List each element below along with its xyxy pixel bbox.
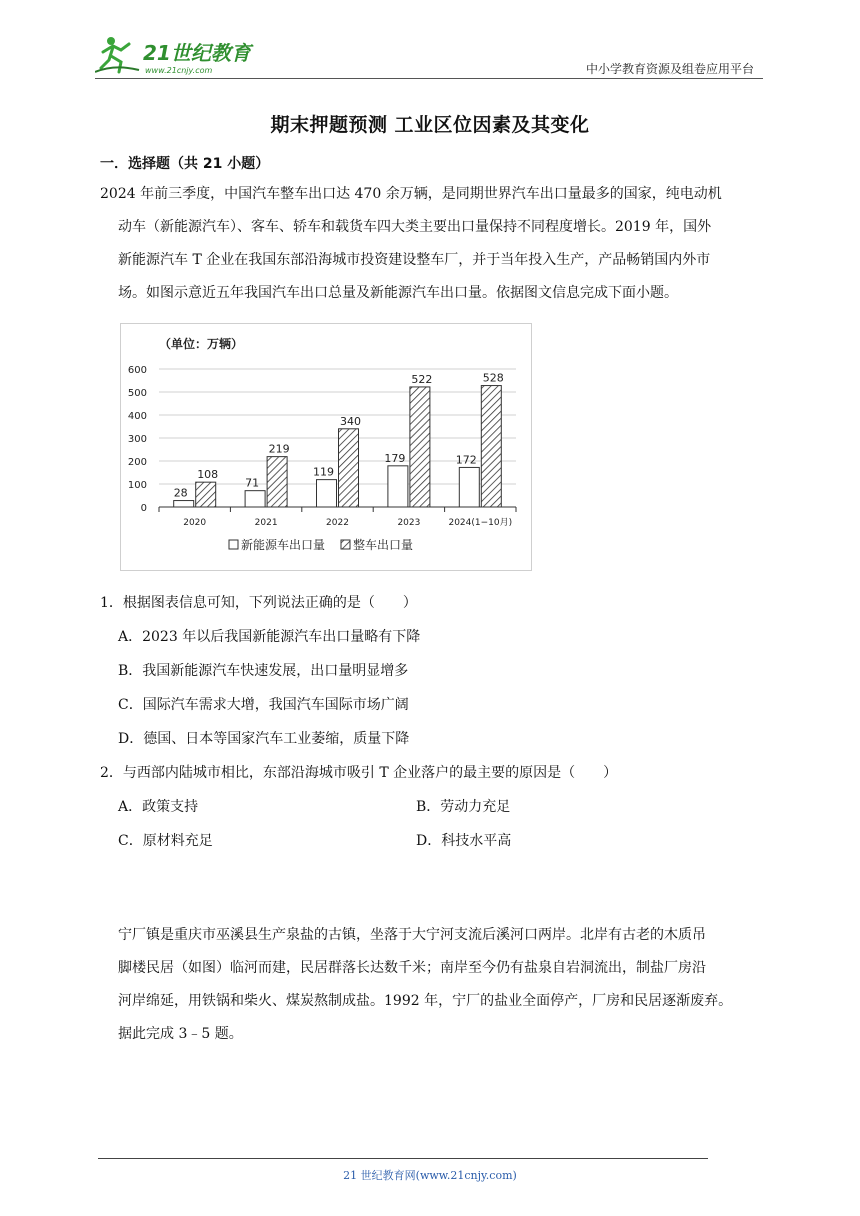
logo — [95, 34, 265, 76]
x-tick-label: 2023 — [397, 518, 421, 528]
y-tick-label: 400 — [127, 411, 147, 422]
y-tick-label: 200 — [127, 457, 147, 468]
q1-option-a: A．2023 年以后我国新能源汽车出口量略有下降 — [118, 629, 421, 645]
passage-2 — [118, 919, 768, 1051]
q2-option-b: B．劳动力充足 — [416, 799, 511, 815]
intro-paragraph — [100, 178, 762, 310]
chart-svg — [121, 324, 531, 570]
legend-label: 新能源车出口量 — [241, 538, 326, 552]
header-platform-text: 中小学教育资源及组卷应用平台 — [585, 62, 754, 76]
x-tick-label: 2024(1−10月) — [448, 518, 513, 528]
data-label: 119 — [313, 465, 334, 479]
x-tick-label: 2022 — [326, 518, 349, 528]
x-tick-label: 2021 — [254, 518, 278, 528]
q1-option-b: B．我国新能源汽车快速发展，出口量明显增多 — [118, 663, 409, 679]
bar — [245, 491, 265, 507]
question-2-stem: 2．与西部内陆城市相比，东部沿海城市吸引 T 企业落户的最主要的原因是（ ） — [100, 765, 618, 781]
passage-line: 据此完成 3﹣5 题。 — [118, 1026, 243, 1042]
y-tick-label: 300 — [127, 434, 147, 445]
intro-line: 动车（新能源汽车）、客车、轿车和载货车四大类主要出口量保持不同程度增长。2019 年，国外 — [118, 219, 712, 235]
legend-swatch — [229, 540, 238, 549]
bar — [174, 501, 194, 507]
intro-line: 场。如图示意近五年我国汽车出口总量及新能源汽车出口量。依据图文信息完成下面小题。 — [118, 285, 678, 301]
bar — [267, 457, 287, 507]
bar — [339, 429, 359, 507]
x-tick-label: 2020 — [183, 518, 207, 528]
section-heading: 一．选择题（共 21 小题） — [100, 156, 270, 172]
footer-divider — [98, 1158, 708, 1159]
q2-option-a: A．政策支持 — [118, 799, 199, 815]
page-title: 期末押题预测 工业区位因素及其变化 — [270, 114, 590, 136]
header-divider — [95, 78, 763, 79]
data-label: 28 — [173, 486, 188, 500]
q1-option-c: C．国际汽车需求大增，我国汽车国际市场广阔 — [118, 697, 409, 713]
footer-text: 21 世纪教育网(www.21cnjy.com) — [343, 1169, 517, 1182]
data-label: 522 — [411, 372, 433, 386]
data-label: 219 — [268, 442, 290, 456]
bar — [388, 466, 408, 507]
data-label: 528 — [482, 371, 504, 385]
legend-swatch — [341, 540, 350, 549]
data-label: 340 — [340, 414, 361, 428]
y-tick-label: 100 — [127, 480, 147, 491]
data-label: 108 — [197, 468, 219, 482]
passage-line: 脚楼民居（如图）临河而建，民居群落长达数千米；南岸至今仍有盐泉自岩洞流出，制盐厂房沿 — [118, 960, 706, 976]
data-label: 179 — [384, 451, 406, 465]
logo-url: www.21cnjy.com — [145, 66, 213, 75]
page-header — [95, 30, 760, 80]
q1-option-d: D．德国、日本等国家汽车工业萎缩，质量下降 — [118, 731, 410, 747]
export-chart — [120, 323, 532, 571]
y-tick-label: 600 — [127, 365, 147, 376]
chart-unit-label: （单位：万辆） — [159, 337, 244, 351]
data-label: 172 — [455, 453, 477, 467]
bar — [196, 482, 216, 507]
bar — [459, 467, 479, 507]
passage-line: 河岸绵延，用铁锅和柴火、煤炭熬制成盐。1992 年，宁厂的盐业全面停产，厂房和民居逐渐废弃。 — [118, 993, 733, 1009]
question-1-stem: 1．根据图表信息可知，下列说法正确的是（ ） — [100, 595, 417, 611]
q2-option-c: C．原材料充足 — [118, 833, 213, 849]
bar — [481, 386, 501, 507]
logo-text: 21世纪教育 — [143, 41, 251, 65]
runner-icon — [95, 37, 139, 72]
y-tick-label: 500 — [127, 388, 147, 399]
q2-option-d: D．科技水平高 — [416, 833, 512, 849]
passage-line: 宁厂镇是重庆市巫溪县生产泉盐的古镇，坐落于大宁河支流后溪河口两岸。北岸有古老的木质吊 — [118, 927, 706, 943]
data-label: 71 — [245, 476, 260, 490]
bar — [317, 480, 337, 507]
bar — [410, 387, 430, 507]
legend-label: 整车出口量 — [353, 538, 414, 552]
y-tick-label: 0 — [140, 503, 147, 514]
intro-line: 2024 年前三季度，中国汽车整车出口达 470 余万辆，是同期世界汽车出口量最多的国家，纯电动机 — [100, 186, 722, 202]
intro-line: 新能源汽车 T 企业在我国东部沿海城市投资建设整车厂，并于当年投入生产，产品畅销国内外市 — [118, 252, 711, 268]
